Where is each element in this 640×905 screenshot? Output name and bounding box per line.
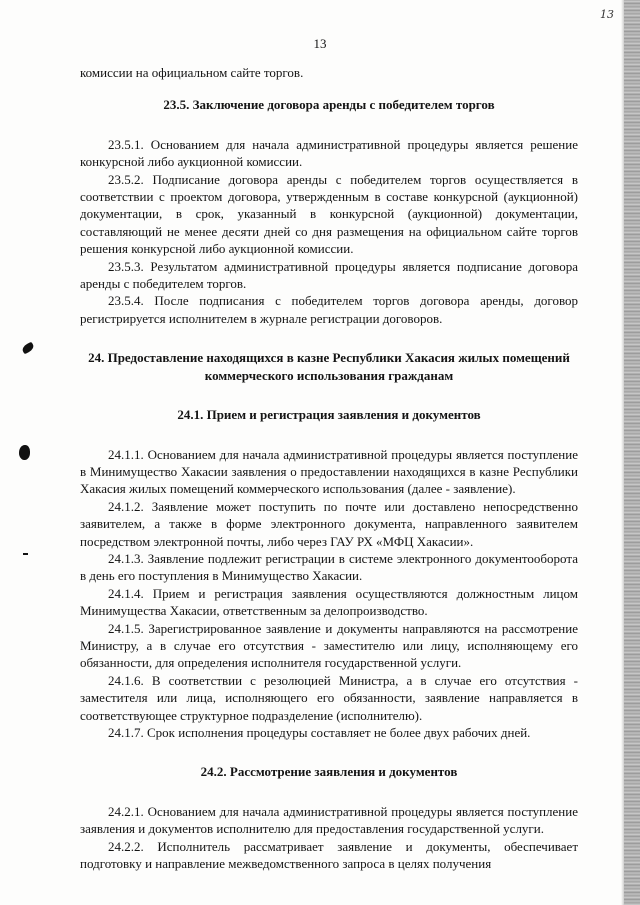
margin-ink-blot	[19, 445, 30, 460]
section-heading: 24.1. Прием и регистрация заявления и документов	[177, 407, 481, 423]
paragraph: 24.2.2. Исполнитель рассматривает заявление и документы, обеспечивает подготовку и направление межведомственного запроса в целях получения	[80, 838, 578, 872]
spacer	[80, 114, 578, 136]
margin-ink-tick	[23, 553, 28, 555]
paragraph: 23.5.1. Основанием для начала административной процедуры является решение конкурсной либо аукционной комиссии.	[80, 136, 578, 170]
paragraph: 24.1.6. В соответствии с резолюцией Министра, а в случае его отсутствия - заместителя или лица, исполняющего его обязанности, заявление направляется в соответствующее структурное подразделение (исполнителю).	[80, 672, 578, 723]
spacer	[80, 781, 578, 803]
paragraph: 24.1.7. Срок исполнения процедуры составляет не более двух рабочих дней.	[108, 725, 531, 740]
margin-ink-mark	[21, 342, 35, 355]
page-number: 13	[313, 36, 327, 51]
paragraph: 23.5.2. Подписание договора аренды с победителем торгов осуществляется в соответствии с проектом договора, утвержденным в составе конкурсной (аукционной) документации, в срок, указанный в конкурсной (аукционной) документации, составляющий не менее десяти дней со дня размещения на официальном сайте торгов решения конкурсной либо аукционной комиссии.	[80, 171, 578, 257]
handwritten-page-mark: 13	[600, 8, 614, 21]
scan-edge	[624, 0, 640, 905]
paragraph: 24.2.1. Основанием для начала административной процедуры является поступление заявления и документов исполнителю для предоставления государственной услуги.	[80, 803, 578, 837]
paragraph: комиссии на официальном сайте торгов.	[80, 65, 304, 80]
spacer	[80, 384, 578, 406]
section-heading: 24.2. Рассмотрение заявления и документов	[200, 764, 458, 780]
paragraph: 24.1.5. Зарегистрированное заявление и документы направляются на рассмотрение Министру, а в случае его отсутствия - заместителю или лицу, исполняющему его обязанности, для определения исполнителя государственной услуги.	[80, 620, 578, 671]
spacer	[80, 327, 578, 349]
document-body	[80, 64, 578, 872]
paragraph: 24.1.1. Основанием для начала административной процедуры является поступление в Минимущество Хакасии заявления о предоставлении находящихся в казне Республики Хакасия жилых помещений коммерческого использования (далее - заявление).	[80, 446, 578, 497]
paragraph: 23.5.3. Результатом административной процедуры является подписание договора аренды с победителем торгов.	[80, 258, 578, 292]
section-heading: 24. Предоставление находящихся в казне Республики Хакасия жилых помещений коммерческого использования гражданам	[88, 350, 570, 383]
paragraph: 24.1.2. Заявление может поступить по почте или доставлено непосредственно заявителем, а также в форме электронного документа, направленного заявителем посредством электронной почты, либо через ГАУ РХ «МФЦ Хакасии».	[80, 498, 578, 549]
spacer	[80, 741, 578, 763]
paragraph: 23.5.4. После подписания с победителем торгов договора аренды, договор регистрируется исполнителем в журнале регистрации договоров.	[80, 293, 578, 326]
spacer	[80, 424, 578, 446]
paragraph: 24.1.4. Прием и регистрация заявления осуществляются должностным лицом Минимущества Хакасии, ответственным за делопроизводство.	[80, 585, 578, 619]
spacer	[80, 81, 578, 96]
paragraph: 24.1.3. Заявление подлежит регистрации в системе электронного документооборота в день его поступления в Минимущество Хакасии.	[80, 550, 578, 584]
section-heading: 23.5. Заключение договора аренды с победителем торгов	[163, 97, 495, 113]
